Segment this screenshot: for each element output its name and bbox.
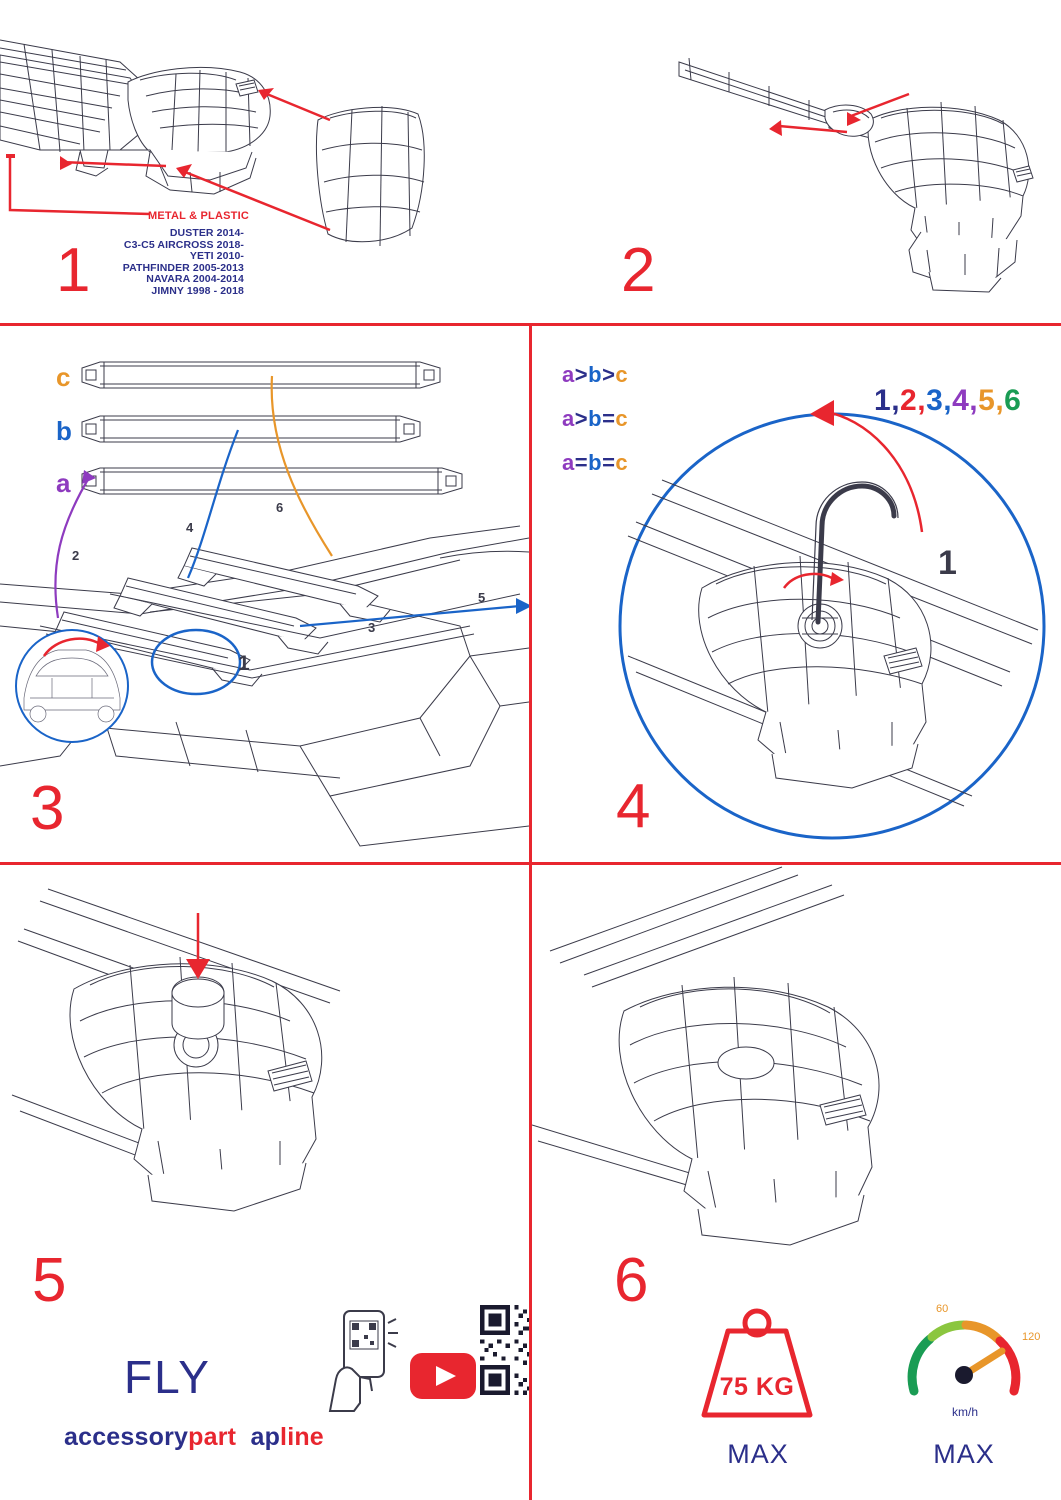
weight-limit-icon: [694, 1305, 820, 1425]
brand-accessory: accessory: [64, 1423, 189, 1451]
eq3-a: a: [562, 450, 575, 475]
step-3-illustration: [0, 326, 529, 862]
qr-scan-phone-icon[interactable]: [320, 1307, 404, 1417]
eq1-b: b: [588, 362, 603, 387]
seq-6: 6: [1004, 384, 1022, 417]
brand-ap: ap: [250, 1423, 281, 1451]
eq3-op2: =: [602, 450, 616, 475]
arrow-head-5: [769, 120, 782, 136]
bar-label-b: b: [56, 416, 72, 446]
step-2-illustration: [529, 0, 1061, 323]
step-6-panel: [532, 865, 1061, 1500]
seq-1: 1: [874, 384, 892, 417]
eq3-op1: =: [574, 450, 589, 475]
brand-line: line: [280, 1423, 324, 1451]
speed-limit-icon: [900, 1307, 1028, 1417]
speed-max-label: MAX: [933, 1439, 995, 1469]
model-item-2: YETI 2010-: [189, 250, 244, 262]
point-label-4: 4: [186, 520, 194, 535]
step-1-number: 1: [56, 236, 91, 305]
qr-code-icon[interactable]: [480, 1305, 529, 1395]
model-item-4: NAVARA 2004-2014: [146, 273, 244, 285]
step-4-number: 4: [616, 772, 651, 841]
model-item-1: C3-C5 AIRCROSS 2018-: [123, 238, 244, 251]
eq1-c: c: [615, 362, 629, 387]
point-label-1: 1: [238, 652, 250, 675]
step-2-number: 2: [621, 236, 656, 305]
eq3-c: c: [615, 450, 629, 475]
eq2-op2: =: [602, 406, 616, 431]
seq-2: 2: [900, 384, 918, 417]
youtube-icon[interactable]: [410, 1353, 476, 1399]
model-item-0: DUSTER 2014-: [169, 227, 244, 239]
eq2-op1: >: [574, 406, 589, 431]
vehicle-model-list: [0, 228, 244, 297]
bar-label-c: c: [56, 362, 71, 392]
point-label-5: 5: [478, 590, 486, 605]
eq1-op2: >: [602, 362, 616, 387]
eq2-c: c: [615, 406, 629, 431]
seq-4: 4: [952, 384, 970, 417]
step-3-number: 3: [30, 774, 65, 843]
eq2-a: a: [562, 406, 575, 431]
point-label-3: 3: [368, 620, 376, 635]
gauge-tick-60: 60: [936, 1303, 949, 1315]
speed-unit-label: km/h: [951, 1405, 978, 1419]
bar-label-a: a: [56, 468, 71, 498]
weight-value: 75 KG: [719, 1373, 795, 1401]
step-6-illustration: [532, 865, 1061, 1305]
brand-tagline: [64, 1423, 324, 1452]
material-title: METAL & PLASTIC: [148, 210, 249, 222]
gauge-tick-120: 120: [1022, 1331, 1041, 1343]
point-label-6: 6: [276, 500, 284, 515]
brand-part: part: [188, 1423, 237, 1451]
model-item-3: PATHFINDER 2005-2013: [122, 261, 244, 274]
step-4-detail-label: 1: [938, 544, 957, 582]
arrow-head-3: [60, 156, 72, 170]
eq3-b: b: [588, 450, 603, 475]
eq1-op1: >: [574, 362, 589, 387]
step-6-number: 6: [614, 1246, 649, 1315]
seq-3: 3: [926, 384, 944, 417]
step-4-panel: [532, 326, 1061, 862]
step-1-panel: [0, 0, 529, 323]
weight-max-label: MAX: [727, 1439, 789, 1469]
step-3-panel: [0, 326, 529, 862]
step-5-illustration: [0, 865, 529, 1305]
step-2-panel: [529, 0, 1061, 323]
brand-fly: FLY: [124, 1351, 211, 1403]
model-item-5: JIMNY 1998 - 2018: [151, 284, 244, 297]
seq-5: 5: [978, 384, 996, 417]
point-label-2: 2: [72, 548, 80, 563]
eq1-a: a: [562, 362, 575, 387]
step-5-panel: [0, 865, 529, 1500]
tighten-sequence: 1,2,3,4,5,6: [874, 384, 1022, 417]
eq2-b: b: [588, 406, 603, 431]
step-5-number: 5: [32, 1246, 67, 1315]
